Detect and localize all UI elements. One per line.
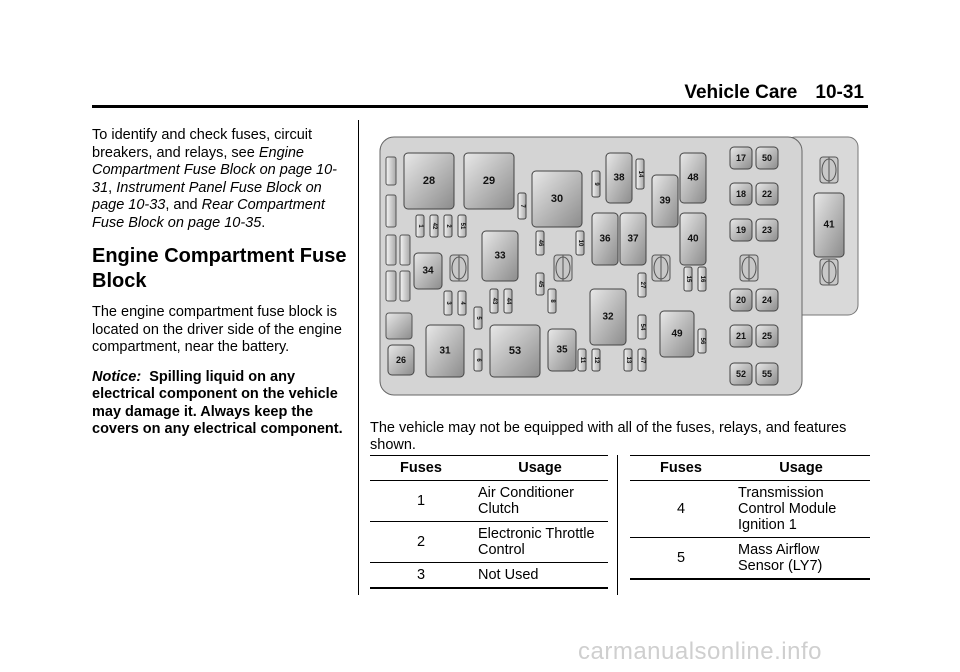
fuse-slot-10 [576, 231, 584, 255]
table-header-row [630, 456, 870, 481]
fuse-usage: Air Conditioner Clutch [472, 481, 608, 522]
notice-text: Spilling liquid on any electrical component on the vehicle may damage it. Always keep the covers on any electrical component. [92, 368, 343, 437]
fuse-slot-11 [578, 349, 586, 371]
col-usage: Usage [732, 456, 870, 481]
fuse-label: 55 [761, 369, 773, 379]
fuse-slot-39 [652, 175, 678, 227]
fuse-usage: Mass Airflow Sensor (LY7) [732, 538, 870, 580]
fuse-slot-56 [698, 329, 706, 353]
fuse-slot-7 [518, 193, 526, 219]
ref-instrument-panel-fuse-block[interactable]: Instrument Panel Fuse Block on page 10-33 [92, 179, 322, 213]
fuse-label: 3 [445, 301, 451, 305]
fuse-label: 37 [627, 233, 639, 245]
fuse-label: 24 [761, 295, 773, 305]
fuse-label: 12 [593, 356, 599, 364]
fuse-slot-4 [458, 291, 466, 315]
fuse-label: 35 [556, 344, 568, 356]
table-row [370, 563, 608, 589]
fuse-slot-26 [388, 345, 414, 375]
table-divider [617, 455, 618, 595]
fuse-slot-23 [756, 219, 778, 241]
fuse-slot-6 [474, 349, 482, 371]
fuse-block-diagram [378, 135, 860, 397]
fuse-label: 22 [761, 189, 773, 199]
fuse-number: 1 [370, 481, 472, 522]
fuse-label: 18 [735, 189, 747, 199]
fuse-usage: Transmission Control Module Ignition 1 [732, 481, 870, 538]
fuse-label: 49 [671, 328, 683, 340]
fuse-label: 2 [445, 224, 451, 228]
fuse-label: 19 [735, 225, 747, 235]
location-paragraph: The engine compartment fuse block is located on the driver side of the engine compartment, near the battery. [92, 304, 342, 355]
col-fuses: Fuses [630, 456, 732, 481]
fuse-label: 9 [593, 182, 599, 186]
header-rule [92, 105, 868, 108]
fuse-slot-32 [590, 289, 626, 345]
fuse-slot-52 [730, 363, 752, 385]
fuse-label: 46 [537, 239, 543, 247]
table-row [370, 481, 608, 522]
fuse-slot-48 [680, 153, 706, 203]
fuse-usage: Not Used [472, 563, 608, 589]
table-header-row [370, 456, 608, 481]
fuse-label: 13 [625, 356, 631, 364]
fuse-number: 2 [370, 522, 472, 563]
fuse-label: 15 [685, 275, 691, 283]
figure-caption: The vehicle may not be equipped with all of the fuses, relays, and features shown. [370, 420, 847, 453]
fuse-label: 45 [537, 280, 543, 288]
watermark: carmanualsonline.info [578, 638, 822, 665]
fuse-label: 41 [823, 219, 835, 231]
fuse-label: 8 [549, 299, 555, 303]
fuse-slot-34 [414, 253, 442, 289]
fuse-slot-51 [458, 215, 466, 237]
intro-sep: , [108, 179, 117, 196]
fuse-slot-13 [624, 349, 632, 371]
fuse-slot-19 [730, 219, 752, 241]
fuse-slot-9 [592, 171, 600, 197]
fuse-label: 10 [577, 239, 583, 247]
fuse-table-right [630, 455, 870, 580]
fuse-label: 48 [687, 172, 699, 184]
fuse-slot-27 [638, 273, 646, 297]
fuse-slot-38 [606, 153, 632, 203]
fuse-label: 6 [475, 358, 481, 362]
fuse-slot-18 [730, 183, 752, 205]
table-row [630, 481, 870, 538]
intro-end: . [261, 214, 266, 231]
fuse-slot-24 [756, 289, 778, 311]
fuse-label: 51 [459, 222, 465, 230]
fuse-label: 47 [639, 356, 645, 364]
fuse-slot-3 [444, 291, 452, 315]
fuse-label: 26 [395, 355, 407, 365]
fuse-slot-46 [536, 231, 544, 255]
fuse-label: 1 [417, 224, 423, 228]
fuse-label: 5 [475, 316, 481, 320]
fuse-label: 28 [422, 175, 436, 187]
fuse-slot-50 [756, 147, 778, 169]
fuse-label: 36 [599, 233, 611, 245]
col-usage: Usage [472, 456, 608, 481]
column-divider [358, 120, 359, 595]
fuse-slot-1 [416, 215, 424, 237]
fuse-label: 56 [699, 337, 705, 345]
fuse-label: 29 [482, 175, 496, 187]
fuse-label: 16 [699, 275, 705, 283]
fuse-label: 54 [639, 323, 645, 331]
table-row [630, 538, 870, 580]
fuse-slot-2 [444, 215, 452, 237]
fuse-slot-42 [430, 215, 438, 237]
fuse-slot-33 [482, 231, 518, 281]
ref-rear-fuse-block[interactable]: Rear Compartment Fuse Block on page 10-35 [92, 197, 325, 231]
fuse-label: 17 [735, 153, 747, 163]
fuse-number: 3 [370, 563, 472, 589]
fuse-table-left [370, 455, 608, 589]
left-column [92, 127, 350, 451]
fuse-slot-54 [638, 315, 646, 339]
fuse-label: 14 [637, 170, 643, 178]
page-number: 10-31 [815, 82, 864, 103]
fuse-slot-16 [698, 267, 706, 291]
fuse-slot-55 [756, 363, 778, 385]
fuse-slot-36 [592, 213, 618, 265]
page-header [684, 82, 864, 104]
intro-paragraph [92, 127, 350, 232]
fuse-label: 33 [494, 250, 506, 262]
notice-paragraph [92, 369, 350, 439]
fuse-label: 20 [735, 295, 747, 305]
fuse-label: 21 [735, 331, 747, 341]
fuse-slot-12 [592, 349, 600, 371]
fuse-label: 42 [431, 222, 437, 230]
fuse-label: 53 [508, 345, 522, 357]
fuse-number: 4 [630, 481, 732, 538]
fuse-label: 34 [422, 265, 434, 277]
section-title: Vehicle Care [684, 82, 798, 103]
fuse-slot-25 [756, 325, 778, 347]
fuse-label: 44 [505, 297, 511, 305]
fuse-label: 32 [602, 311, 614, 323]
fuse-label: 25 [761, 331, 773, 341]
section-heading: Engine Compartment Fuse Block [92, 245, 347, 292]
fuse-slot-45 [536, 273, 544, 295]
fuse-slot-28 [404, 153, 454, 209]
fuse-slot-15 [684, 267, 692, 291]
fuse-number: 5 [630, 538, 732, 580]
fuse-slot-17 [730, 147, 752, 169]
intro-sep: , and [165, 197, 202, 213]
fuse-slot-20 [730, 289, 752, 311]
fuse-slot-40 [680, 213, 706, 265]
fuse-slot-5 [474, 307, 482, 329]
fuse-slot-35 [548, 329, 576, 371]
fuse-label: 52 [735, 369, 747, 379]
fuse-label: 31 [439, 345, 451, 357]
fuse-label: 27 [639, 281, 645, 289]
fuse-slot-22 [756, 183, 778, 205]
fuse-label: 38 [613, 172, 625, 184]
fuse-slot-47 [638, 349, 646, 371]
fuse-slot-8 [548, 289, 556, 313]
fuse-label: 40 [687, 233, 699, 245]
fuse-label: 50 [761, 153, 773, 163]
fuse-slot-53 [490, 325, 540, 377]
fuse-slot-31 [426, 325, 464, 377]
fuse-slot-14 [636, 159, 644, 189]
fuse-slot-43 [490, 289, 498, 313]
fuse-slot-21 [730, 325, 752, 347]
fuse-label: 23 [761, 225, 773, 235]
table-row [370, 522, 608, 563]
col-fuses: Fuses [370, 456, 472, 481]
fuse-slot-37 [620, 213, 646, 265]
fuse-slot-41 [814, 193, 844, 257]
fuse-label: 39 [659, 195, 671, 207]
fuse-slot-49 [660, 311, 694, 357]
ref-engine-fuse-block[interactable]: Engine Compartment Fuse Block on page 10-31 [92, 144, 338, 196]
fuse-label: 43 [491, 297, 497, 305]
fuse-label: 30 [550, 193, 564, 205]
notice-label: Notice: [92, 368, 142, 385]
fuse-label: 11 [579, 356, 585, 364]
fuse-usage: Electronic Throttle Control [472, 522, 608, 563]
fuse-slot-44 [504, 289, 512, 313]
intro-text: To identify and check fuses, circuit breakers, and relays, see [92, 127, 313, 161]
fuse-slot-30 [532, 171, 582, 227]
fuse-slot-29 [464, 153, 514, 209]
fuse-label: 7 [519, 204, 525, 208]
fuse-label: 4 [459, 301, 465, 305]
